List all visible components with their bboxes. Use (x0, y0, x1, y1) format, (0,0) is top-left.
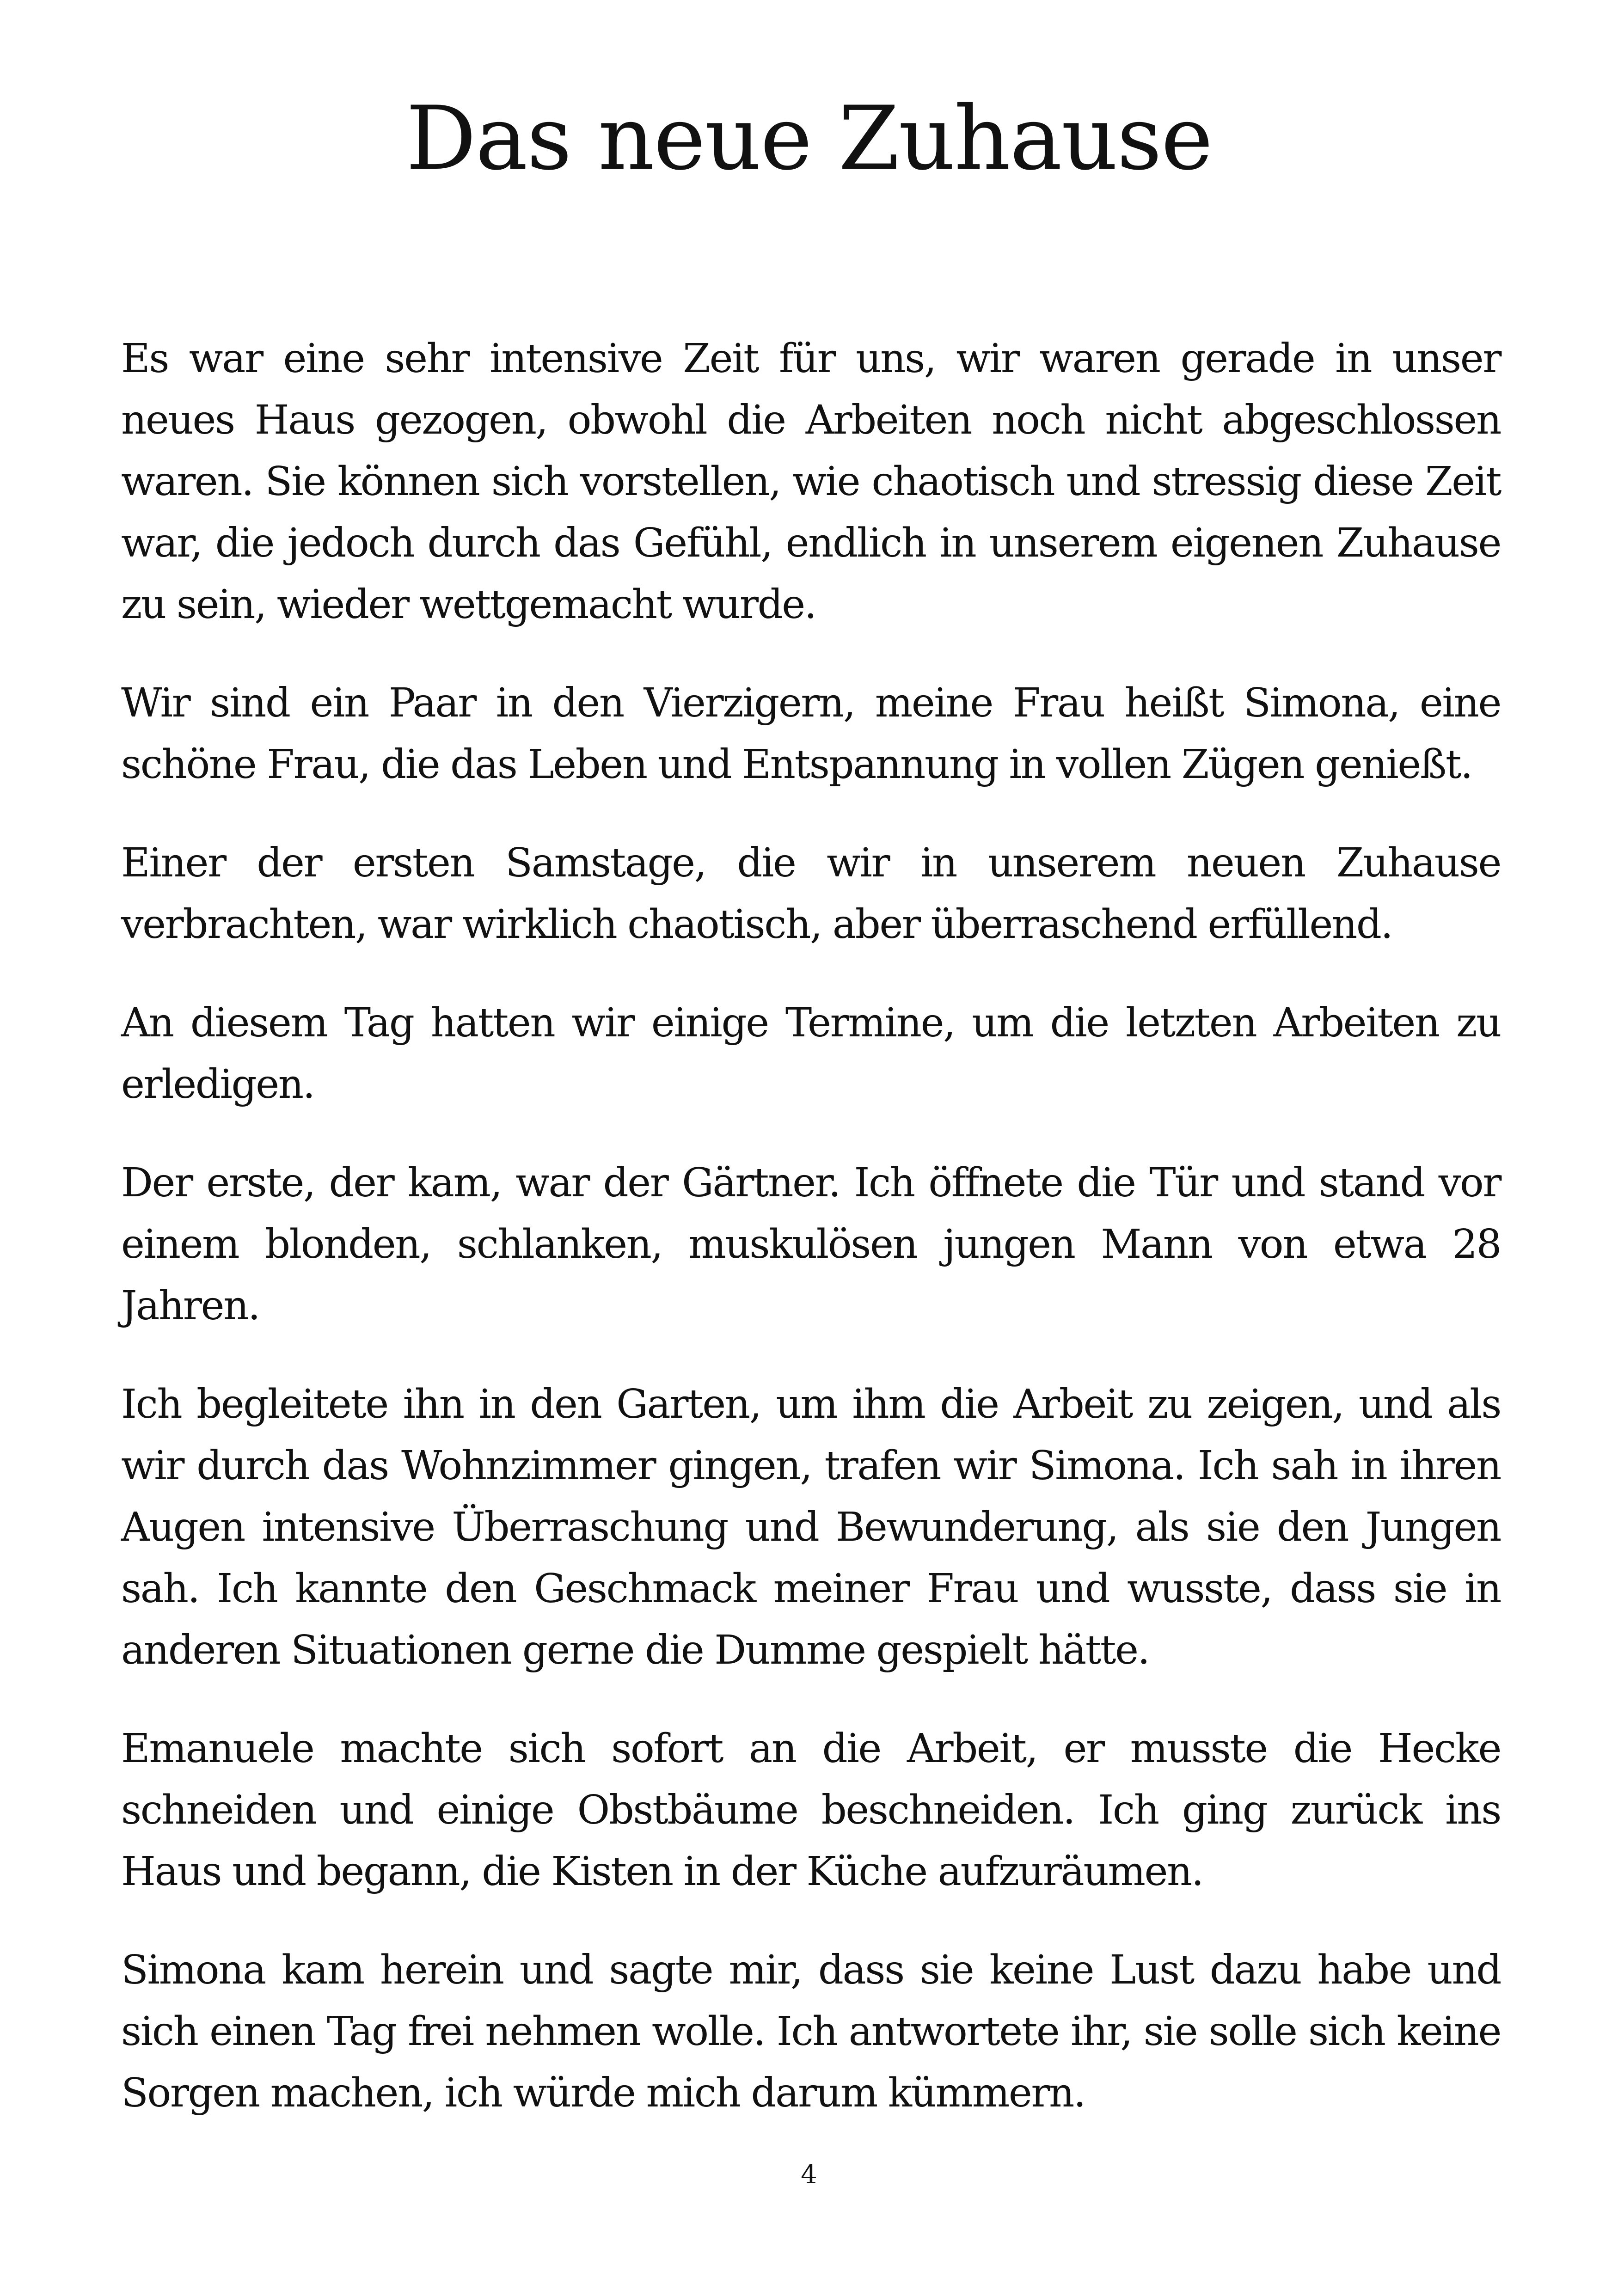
paragraph-3: Einer der ersten Samstage, die wir in unserem neuen Zuhause verbrachten, war wirklich chaotisch, aber überraschend erfüllend. (121, 840, 1501, 948)
paragraph-2: Wir sind ein Paar in den Vierzigern, meine Frau heißt Simona, eine schöne Frau, die das Leben und Entspannung in vollen Zügen genießt. (121, 680, 1501, 788)
paragraph-8: Simona kam herein und sagte mir, dass sie keine Lust dazu habe und sich einen Tag frei nehmen wolle. Ich antwortete ihr, sie solle sich keine Sorgen machen, ich würde mich darum kümmern. (121, 1947, 1501, 2116)
body-text (121, 328, 1501, 2161)
paragraph-1: Es war eine sehr intensive Zeit für uns, wir waren gerade in unser neues Haus gezogen, obwohl die Arbeiten noch nicht abgeschlossen waren. Sie können sich vorstellen, wie chaotisch und stressig diese Zeit war, die jedoch durch das Gefühl, endlich in unserem eigenen Zuhause zu sein, wieder wettgemacht wurde. (121, 336, 1501, 628)
paragraph-7: Emanuele machte sich sofort an die Arbeit, er musste die Hecke schneiden und einige Obstbäume beschneiden. Ich ging zurück ins Haus und begann, die Kisten in der Küche aufzuräumen. (121, 1726, 1501, 1895)
paragraph-4: An diesem Tag hatten wir einige Termine, um die letzten Arbeiten zu erledigen. (121, 1000, 1501, 1108)
page-number: 4 (801, 2160, 817, 2190)
paragraph-6: Ich begleitete ihn in den Garten, um ihm die Arbeit zu zeigen, und als wir durch das Wohnzimmer gingen, trafen wir Simona. Ich sah in ihren Augen intensive Überraschung und Bewunderung, als sie den Jungen sah. Ich kannte den Geschmack meiner Frau und wusste, dass sie in anderen Situationen gerne die Dumme gespielt hätte. (121, 1381, 1501, 1673)
paragraph-5: Der erste, der kam, war der Gärtner. Ich öffnete die Tür und stand vor einem blonden, schlanken, muskulösen jungen Mann von etwa 28 Jahren. (121, 1160, 1501, 1329)
page-title: Das neue Zuhause (406, 87, 1212, 190)
